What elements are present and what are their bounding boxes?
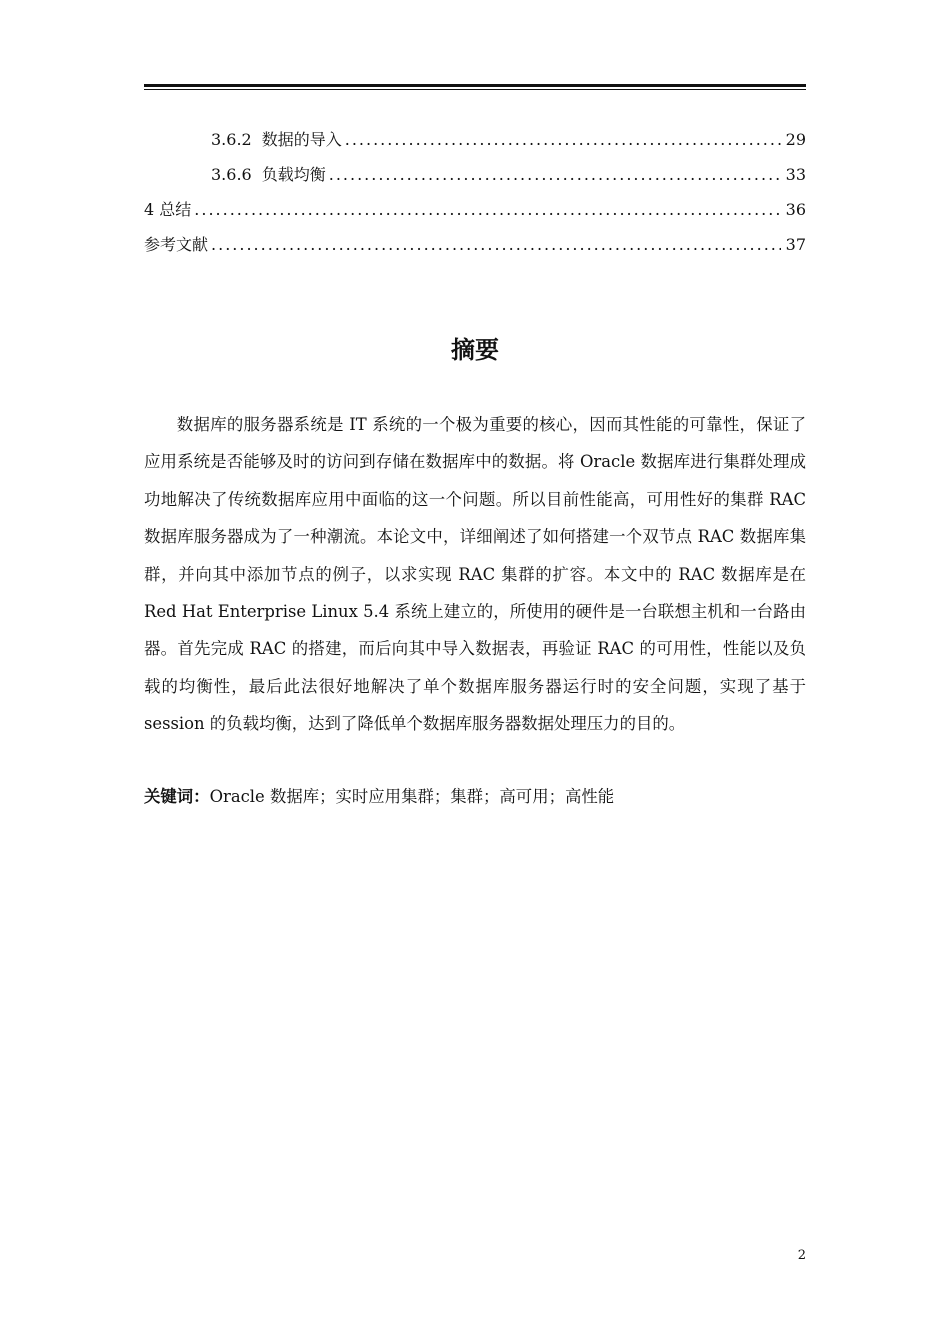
toc-dot-leader [345,122,781,157]
toc-entry-references[interactable] [144,227,806,262]
toc-entry-title: 4 总结 [144,200,192,219]
toc-entry-page: 33 [785,165,806,184]
header-double-rule [144,84,806,92]
toc-entry-page: 37 [785,235,806,254]
toc-dot-leader [329,157,781,192]
header-rule-thick [144,84,806,87]
keywords-line [144,780,806,814]
toc-entry-title: 数据的导入 [261,130,342,149]
table-of-contents [144,122,806,262]
keywords-label: 关键词： [144,787,210,806]
header-rule-thin [144,89,806,90]
toc-entry-3-6-2[interactable] [144,122,806,157]
toc-dot-leader [194,192,780,227]
toc-entry-page: 29 [785,130,806,149]
keywords-value: Oracle 数据库；实时应用集群；集群；高可用；高性能 [209,787,615,806]
toc-entry-page: 36 [785,200,806,219]
toc-dot-leader [211,227,781,262]
toc-entry-title: 参考文献 [144,235,209,254]
toc-entry-title: 负载均衡 [261,165,326,184]
toc-entry-4-summary[interactable] [144,192,806,227]
abstract-title: 摘要 [451,336,499,364]
page-number: 2 [797,1248,806,1263]
toc-entry-number: 3.6.2 [211,130,252,149]
abstract-body: 数据库的服务器系统是 IT 系统的一个极为重要的核心，因而其性能的可靠性，保证了应用系统是否能够及时的访问到存储在数据库中的数据。将 Oracle 数据库进行集群处理成功地解决了传统数据库应用中面临的这一个问题。所以目前性能高，可用性好的集群 RAC 数据库服务器成为了一种潮流。本论文中，详细阐述了如何搭建一个双节点 RAC 数据库集群，并向其中添加节点的例子，以求实现 RAC 集群的扩容。本文中的 RAC 数据库是在 Red Hat Enterprise Linux 5.4 系统上建立的，所使用的硬件是一台联想主机和一台路由器。首先完成 RAC 的搭建，而后向其中导入数据表，再验证 RAC 的可用性，性能以及负载的均衡性，最后此法很好地解决了单个数据库服务器运行时的安全问题，实现了基于 session 的负载均衡，达到了降低单个数据库服务器数据处理压力的目的。 [144,415,806,734]
toc-entry-3-6-6[interactable] [144,157,806,192]
toc-entry-number: 3.6.6 [211,165,252,184]
